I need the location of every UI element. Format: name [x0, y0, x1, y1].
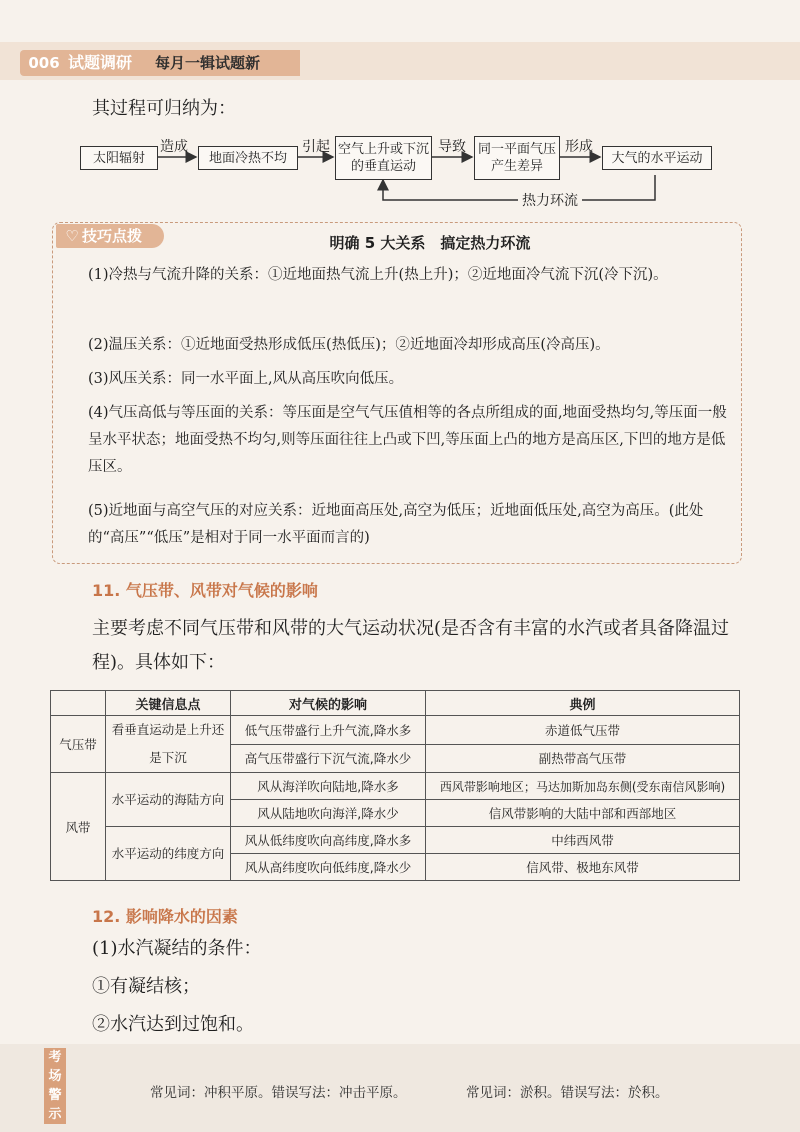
key-point-cell: 看垂直运动是上升还是下沉 [106, 716, 231, 773]
tips-tag [56, 224, 164, 248]
flow-arrow-label-lead: 引起 [302, 139, 330, 155]
example-cell: 信风带影响的大陆中部和西部地区 [426, 800, 740, 827]
impact-cell: 风从低纬度吹向高纬度,降水多 [231, 827, 426, 854]
tips-tag-label: 技巧点拨 [82, 227, 143, 245]
table-header-example: 典例 [426, 691, 740, 716]
page-number: 006 [28, 54, 60, 72]
example-cell: 副热带高气压带 [426, 744, 740, 773]
intro-text: 其过程可归纳为： [92, 98, 236, 119]
table-header-blank [51, 691, 106, 716]
table-header-impact: 对气候的影响 [231, 691, 426, 716]
lightbulb-icon: ♡ [65, 227, 79, 245]
table-header-row [51, 691, 740, 716]
example-cell: 赤道低气压带 [426, 716, 740, 745]
group-label-wind-belt: 风带 [51, 773, 106, 881]
footer-tag: 考场警示 [44, 1048, 66, 1124]
impact-cell: 风从陆地吹向海洋,降水少 [231, 800, 426, 827]
flow-diagram [0, 0, 800, 220]
impact-cell: 风从海洋吹向陆地,降水多 [231, 773, 426, 800]
tip-item-4: (4)气压高低与等压面的关系：等压面是空气气压值相等的各点所组成的面,地面受热均匀,等压面一般呈水平状态；地面受热不均匀,则等压面往往上凸或下凹,等压面上凸的地方是高压区,下凹的地方是低压区。 [88, 405, 727, 475]
table-row [51, 716, 740, 745]
table-row [51, 773, 740, 800]
tip-item-2: (2)温压关系：①近地面受热形成低压(热低压)；②近地面冷却形成高压(冷高压)。 [88, 337, 610, 353]
flow-arrow-label-result: 导致 [438, 139, 466, 155]
impact-cell: 高气压带盛行下沉气流,降水少 [231, 744, 426, 773]
condition-item-1: (1)水汽凝结的条件： [92, 938, 262, 959]
condition-item-2: ①有凝结核； [92, 976, 200, 997]
impact-cell: 风从高纬度吹向低纬度,降水少 [231, 854, 426, 881]
climate-influence-table [50, 690, 740, 881]
flow-box-uneven-heating: 地面冷热不均 [198, 146, 298, 170]
flow-arrows [0, 0, 800, 220]
flow-cycle-label: 热力环流 [518, 190, 582, 210]
impact-cell: 低气压带盛行上升气流,降水多 [231, 716, 426, 745]
section-11-heading: 11. 气压带、风带对气候的影响 [92, 581, 318, 600]
flow-box-horizontal-motion: 大气的水平运动 [602, 146, 712, 170]
flow-arrow-label-form: 形成 [565, 139, 593, 155]
group-label-pressure-belt: 气压带 [51, 716, 106, 773]
flow-box-pressure-difference: 同一平面气压产生差异 [474, 136, 560, 180]
tip-item-5: (5)近地面与高空气压的对应关系：近地面高压处,高空为低压；近地面低压处,高空为高压。(此处的“高压”“低压”是相对于同一水平面而言的) [88, 503, 704, 546]
section-11-body: 主要考虑不同气压带和风带的大气运动状况(是否含有丰富的水汽或者具备降温过程)。具体如下： [92, 618, 730, 673]
flow-box-solar: 太阳辐射 [80, 146, 158, 170]
footer-note-1: 常见词：冲积平原。错误写法：冲击平原。 [150, 1085, 407, 1101]
condition-item-3: ②水汽达到过饱和。 [92, 1014, 254, 1035]
section-title: 试题调研 [68, 53, 133, 72]
tip-item-1: (1)冷热与气流升降的关系：①近地面热气流上升(热上升)；②近地面冷气流下沉(冷下沉)。 [88, 267, 668, 283]
example-cell: 西风带影响地区；马达加斯加岛东侧(受东南信风影响) [426, 773, 740, 800]
key-point-cell: 水平运动的纬度方向 [106, 827, 231, 881]
key-point-cell: 水平运动的海陆方向 [106, 773, 231, 827]
tips-title: 明确 5 大关系 搞定热力环流 [329, 234, 531, 252]
table-row [51, 827, 740, 854]
section-12-heading: 12. 影响降水的因素 [92, 907, 238, 926]
flow-arrow-label-cause: 造成 [160, 139, 188, 155]
example-cell: 信风带、极地东风带 [426, 854, 740, 881]
table-header-key: 关键信息点 [106, 691, 231, 716]
header-subtitle: 每月一辑试题新 [155, 54, 261, 72]
example-cell: 中纬西风带 [426, 827, 740, 854]
footer-note-2: 常见词：淤积。错误写法：於积。 [466, 1085, 669, 1101]
flow-box-vertical-motion: 空气上升或下沉的垂直运动 [335, 136, 432, 180]
tip-item-3: (3)风压关系：同一水平面上,风从高压吹向低压。 [88, 371, 404, 387]
